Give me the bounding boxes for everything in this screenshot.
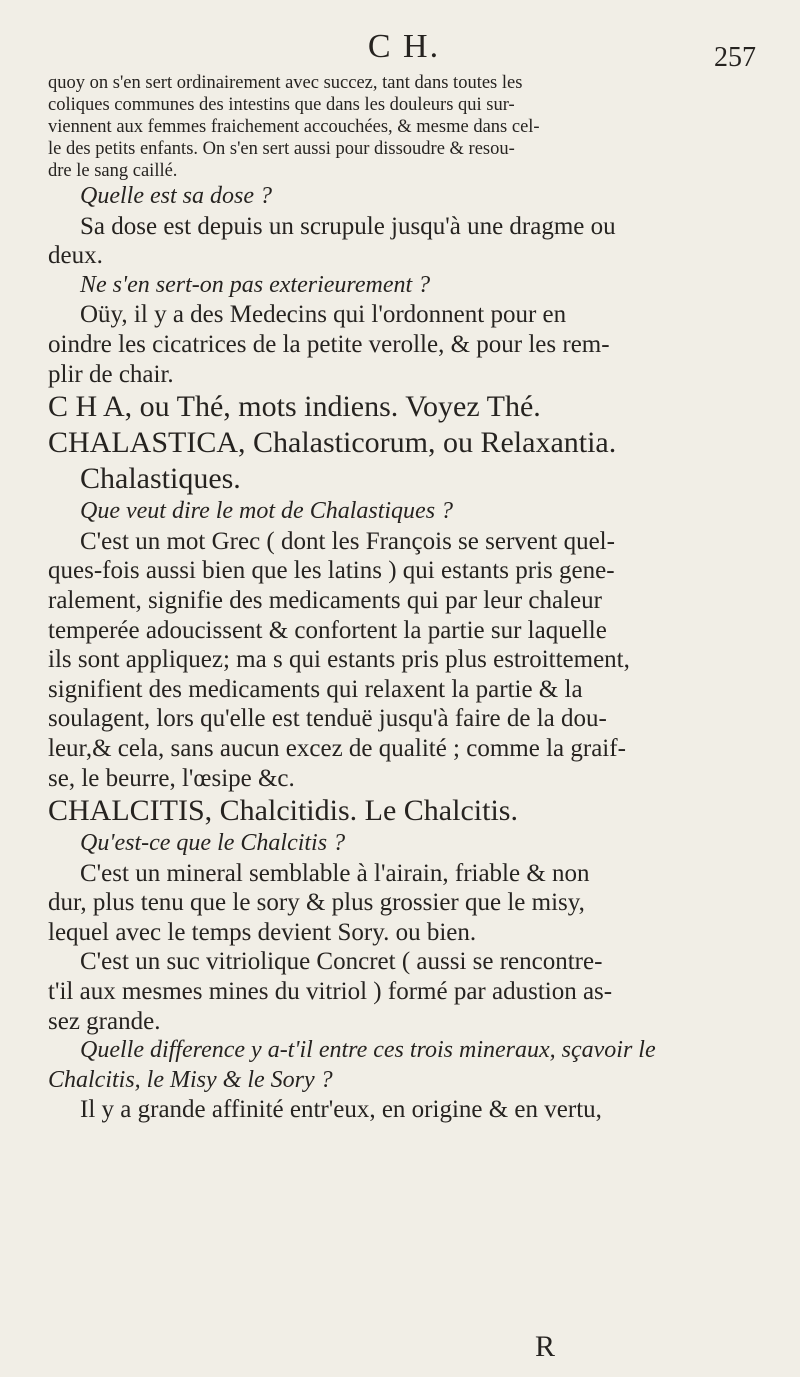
running-head: C H. bbox=[367, 28, 441, 65]
text-line: lequel avec le temps devient Sory. ou bien. bbox=[48, 918, 477, 946]
text-line: Qu'est-ce que le Chalcitis ? bbox=[80, 830, 346, 857]
text-line: dur, plus tenu que le sory & plus grossier que le misy, bbox=[48, 889, 585, 917]
text-line: viennent aux femmes fraichement accouchées, & mesme dans cel- bbox=[48, 117, 540, 137]
catchword: R bbox=[535, 1330, 556, 1363]
text-line: Oüy, il y a des Medecins qui l'ordonnent pour en bbox=[80, 301, 567, 329]
text-line: dre le sang caillé. bbox=[48, 161, 178, 181]
text-line: Il y a grande affinité entr'eux, en origine & en vertu, bbox=[80, 1096, 602, 1124]
text-line: Quelle difference y a-t'il entre ces trois mineraux, sçavoir le bbox=[80, 1037, 656, 1064]
text-line: t'il aux mesmes mines du vitriol ) formé par adustion as- bbox=[48, 978, 613, 1006]
body-text bbox=[48, 72, 760, 1125]
text-line: sez grande. bbox=[48, 1007, 161, 1035]
text-line: ques-fois aussi bien que les latins ) qui estants pris gene- bbox=[48, 557, 615, 585]
text-line: leur,& cela, sans aucun excez de qualité ; comme la graif- bbox=[48, 734, 626, 762]
text-line: quoy on s'en sert ordinairement avec succez, tant dans toutes les bbox=[48, 73, 523, 93]
page-number: 257 bbox=[714, 42, 756, 73]
page-header bbox=[48, 28, 760, 72]
text-line: Ne s'en sert-on pas exterieurement ? bbox=[80, 271, 431, 298]
text-line: CHALASTICA, Chalasticorum, ou Relaxantia. bbox=[48, 426, 617, 460]
text-line: CHALCITIS, Chalcitidis. Le Chalcitis. bbox=[48, 794, 518, 828]
text-line: C'est un mot Grec ( dont les François se servent quel- bbox=[80, 527, 615, 555]
text-line: se, le beurre, l'œsipe &c. bbox=[48, 764, 295, 792]
text-line: signifient des medicaments qui relaxent la partie & la bbox=[48, 675, 583, 703]
text-line: ils sont appliquez; ma s qui estants pris plus estroittement, bbox=[48, 646, 630, 674]
text-line: plir de chair. bbox=[48, 360, 174, 388]
text-line: deux. bbox=[48, 242, 103, 270]
text-line: soulagent, lors qu'elle est tenduë jusqu'à faire de la dou- bbox=[48, 705, 607, 733]
text-line: oindre les cicatrices de la petite verolle, & pour les rem- bbox=[48, 330, 610, 358]
text-line: temperée adoucissent & confortent la partie sur laquelle bbox=[48, 616, 607, 644]
text-line: Chalcitis, le Misy & le Sory ? bbox=[48, 1066, 333, 1093]
text-line: Quelle est sa dose ? bbox=[80, 183, 272, 209]
text-line: le des petits enfants. On s'en sert aussi pour dissoudre & resou- bbox=[48, 139, 515, 159]
text-line: C H A, ou Thé, mots indiens. Voyez Thé. bbox=[48, 390, 541, 424]
text-line: ralement, signifie des medicaments qui par leur chaleur bbox=[48, 586, 602, 614]
text-line: C'est un mineral semblable à l'airain, friable & non bbox=[80, 859, 590, 887]
text-line: coliques communes des intestins que dans les douleurs qui sur- bbox=[48, 95, 515, 115]
text-line: C'est un suc vitriolique Concret ( aussi se rencontre- bbox=[80, 948, 603, 976]
text-line: Chalastiques. bbox=[80, 462, 241, 496]
text-line: Que veut dire le mot de Chalastiques ? bbox=[80, 498, 454, 525]
text-line: Sa dose est depuis un scrupule jusqu'à une dragme ou bbox=[80, 212, 616, 240]
